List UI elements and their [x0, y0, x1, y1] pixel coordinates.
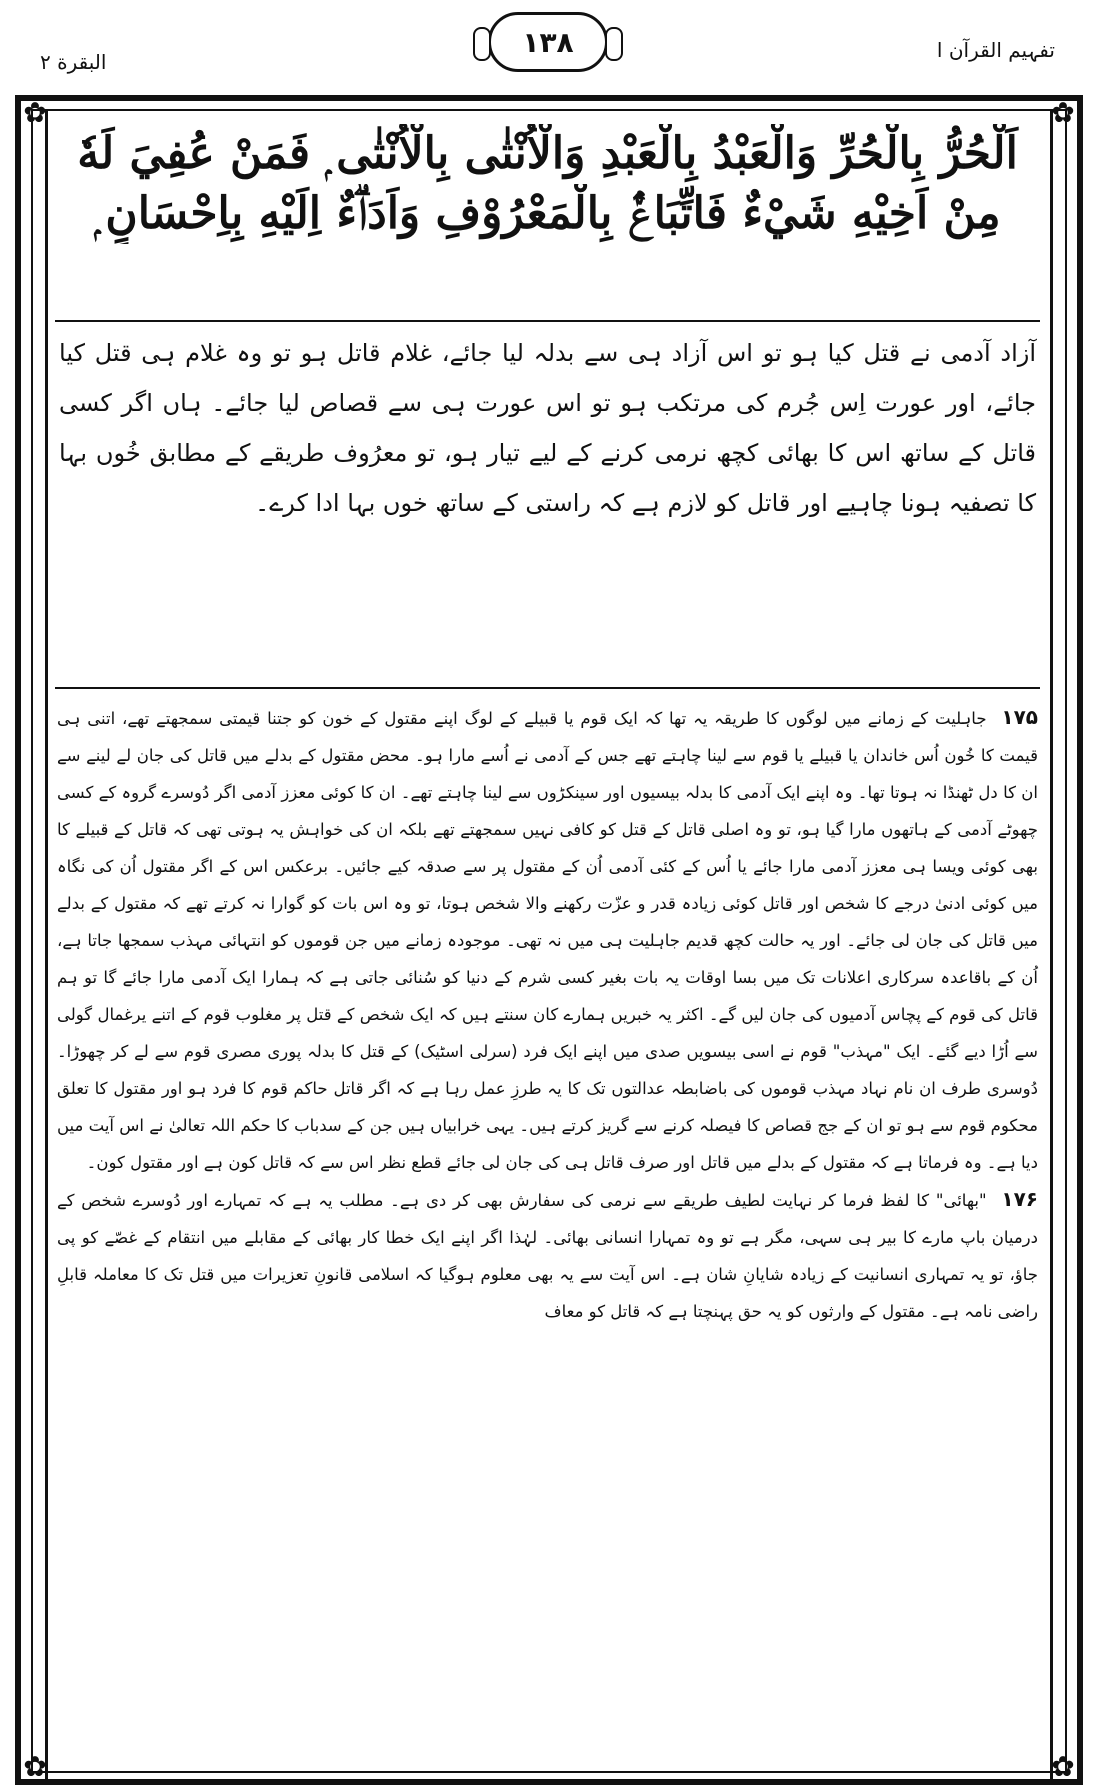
running-title-right: تفہیم القرآن ا	[936, 38, 1055, 62]
verse-line-2: مِنْ اَخِيْهِ شَيْءٌ فَاتِّبَاعٌۢ بِالْمَعْرُوْفِ وَاَدَاۗءٌ اِلَيْهِ بِاِحْسَانٍ ۭ	[94, 188, 1001, 239]
corner-ornament-icon: ✿	[23, 1750, 47, 1783]
footnote-marker: ۱۷۶	[1001, 1187, 1039, 1211]
corner-ornament-icon: ✿	[1051, 96, 1075, 129]
verse-line-1: اَلْحُرُّ بِالْحُرِّ وَالْعَبْدُ بِالْعَبْدِ وَالْاُنْثٰى بِالْاُنْثٰى ۭ فَمَنْ عُفِيَ لَهٗ	[77, 128, 1018, 179]
corner-ornament-icon: ✿	[23, 96, 47, 129]
translation-text: آزاد آدمی نے قتل کیا ہو تو اس آزاد ہی سے بدلہ لیا جائے، غلام قاتل ہو تو وہ غلام ہی قتل کیا جائے، اور عورت اِس جُرم کی مرتکب ہو تو اس عورت ہی سے قصاص لیا جائے۔ ہاں اگر کسی قاتل کے ساتھ اس کا بھائی کچھ نرمی کرنے کے لیے تیار ہو، تو معرُوف طریقے کے مطابق خُوں بہا کا تصفیہ ہونا چاہیے اور قاتل کو لازم ہے کہ راستی کے ساتھ خوں بہا ادا کرے۔	[59, 339, 1036, 517]
running-title-left: البقرة ۲	[40, 50, 107, 74]
footnote-text: جاہلیت کے زمانے میں لوگوں کا طریقہ یہ تھا کہ ایک قوم یا قبیلے کے لوگ اپنے مقتول کے خون کو جتنا قیمتی سمجھتے تھے، اتنی ہی قیمت کا خُون اُس خاندان یا قبیلے یا قوم سے لینا چاہتے تھے جس کے آدمی نے اُسے مارا ہو۔ محض مقتول کے بدلے میں قاتل کی جان لے لینے سے ان کا دل ٹھنڈا نہ ہوتا تھا۔ وہ اپنے ایک آدمی کا بدلہ بیسیوں اور سینکڑوں سے لینا چاہتے تھے۔ ان کا کوئی معزز آدمی اگر دُوسرے گروہ کے کسی چھوٹے آدمی کے ہاتھوں مارا گیا ہو، تو وہ اصلی قاتل کے قتل کو کافی نہیں سمجھتے تھے بلکہ ان کی خواہش یہ ہوتی تھی کہ قاتل کے قبیلے کا بھی کوئی ویسا ہی معزز آدمی مارا جائے یا اُس کے کئی آدمی اُن کے مقتول پر سے صدقہ کیے جائیں۔ برعکس اس کے اگر مقتول اُن کی نگاہ میں کوئی ادنیٰ درجے کا شخص اور قاتل کوئی زیادہ قدر و عزّت رکھنے والا شخص ہوتا، تو وہ اس بات کو گوارا نہ کرتے تھے کہ مقتول کے بدلے میں قاتل کی جان لی جائے۔ اور یہ حالت کچھ قدیم جاہلیت ہی میں نہ تھی۔ موجودہ زمانے میں جن قوموں کو انتہائی مہذب سمجھا جاتا ہے، اُن کے باقاعدہ سرکاری اعلانات تک میں بسا اوقات یہ بات بغیر کسی شرم کے دنیا کو سُنائی جاتی ہے کہ ہمارا ایک آدمی مارا جائے گا تو ہم قاتل کی قوم کے پچاس آدمیوں کی جان لیں گے۔ اکثر یہ خبریں ہمارے کان سنتے ہیں کہ ایک شخص کے قتل پر مغلوب قوم کے اتنے یرغمال گولی سے اُڑا دیے گئے۔ ایک "مہذب" قوم نے اسی بیسویں صدی میں اپنے ایک فرد (سرلی اسٹیک) کے قتل کا بدلہ پوری مصری قوم سے لے کر چھوڑا۔ دُوسری طرف ان نام نہاد مہذب قوموں کی باضابطہ عدالتوں تک کا یہ طرزِ عمل رہا ہے کہ اگر قاتل حاکم قوم کا فرد ہو اور مقتول کا تعلق محکوم قوم سے ہو تو ان کے جج قصاص کا فیصلہ کرنے سے گریز کرتے ہیں۔ یہی خرابیاں ہیں جن کے سدباب کا حکم اللہ تعالیٰ نے اس آیت میں دیا ہے۔ وہ فرماتا ہے کہ مقتول کے بدلے میں قاتل اور صرف قاتل ہی کی جان لی جائے قطع نظر اس سے کہ قاتل کون ہے اور مقتول کون۔	[57, 709, 1038, 1172]
corner-ornament-icon: ✿	[1051, 1750, 1075, 1783]
footnote-text: "بھائی" کا لفظ فرما کر نہایت لطیف طریقے سے نرمی کی سفارش بھی کر دی ہے۔ مطلب یہ ہے کہ تمہارے اور دُوسرے شخص کے درمیان باپ مارے کا بیر ہی سہی، مگر ہے تو وہ تمہارا انسانی بھائی۔ لہٰذا اگر اپنے ایک خطا کار بھائی کے مقابلے میں انتقام کے غصّے کو پی جاؤ، تو یہ تمہاری انسانیت کے زیادہ شایانِ شان ہے۔ اس آیت سے یہ بھی معلوم ہوگیا کہ اسلامی قانونِ تعزیرات میں قتل تک کا معاملہ قابلِ راضی نامہ ہے۔ مقتول کے وارثوں کو یہ حق پہنچتا ہے کہ قاتل کو معاف	[57, 1191, 1038, 1321]
quran-verse	[55, 110, 1040, 320]
footnotes	[55, 689, 1040, 1739]
page-number: ۱۳۸	[488, 12, 608, 72]
page-header	[0, 0, 1095, 95]
footnote	[57, 1181, 1038, 1330]
page-content	[55, 110, 1040, 1779]
footnote	[57, 699, 1038, 1181]
urdu-translation	[55, 322, 1040, 687]
footnote-marker: ۱۷۵	[1001, 705, 1038, 729]
